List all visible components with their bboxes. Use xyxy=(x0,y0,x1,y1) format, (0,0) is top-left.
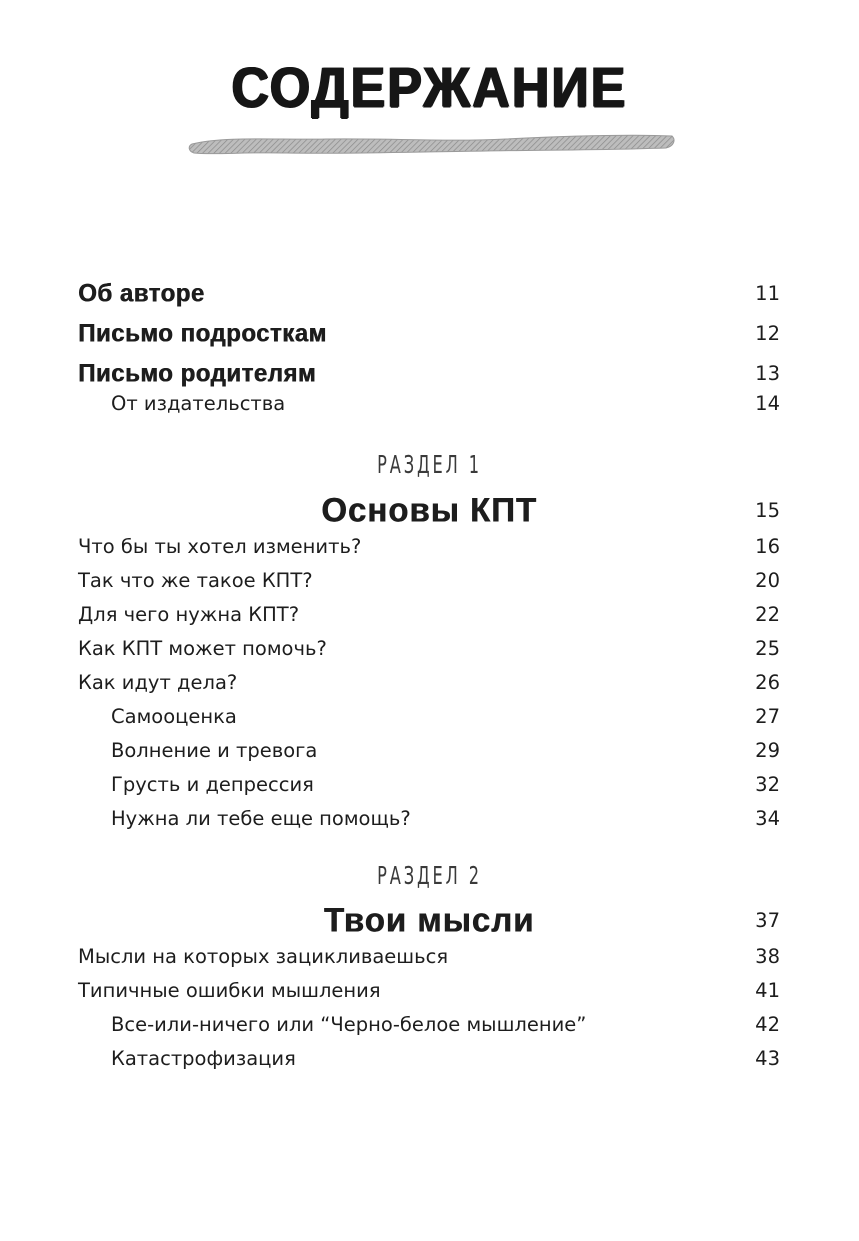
toc-row[interactable] xyxy=(78,668,780,698)
toc-label: Как идут дела? xyxy=(78,671,238,694)
toc-label: Письмо родителям xyxy=(78,359,316,388)
toc-page-number: 15 xyxy=(755,498,780,522)
section-title: Твои мысли xyxy=(323,900,535,939)
toc-label: Мысли на которых зацикливаешься xyxy=(78,945,449,968)
toc-row-publisher[interactable] xyxy=(111,389,780,419)
toc-page-number: 13 xyxy=(755,362,780,385)
section-title: Основы КПТ xyxy=(321,490,537,529)
toc-page-number: 42 xyxy=(755,1013,780,1036)
toc-label: Грусть и депрессия xyxy=(111,773,314,796)
toc-page-number: 20 xyxy=(755,569,780,592)
toc-row[interactable] xyxy=(111,1044,780,1074)
toc-row[interactable] xyxy=(111,770,780,800)
toc-label: Письмо подросткам xyxy=(78,319,327,348)
toc-row-letter-teens[interactable] xyxy=(78,319,780,349)
toc-row[interactable] xyxy=(78,942,780,972)
toc-page-number: 26 xyxy=(755,671,780,694)
toc-label: Для чего нужна КПТ? xyxy=(78,603,300,626)
page-title: СОДЕРЖАНИЕ xyxy=(231,56,628,120)
toc-page-number: 12 xyxy=(755,322,780,345)
toc-label: Что бы ты хотел изменить? xyxy=(78,535,362,558)
toc-label: Нужна ли тебе еще помощь? xyxy=(111,807,411,830)
toc-page-number: 32 xyxy=(755,773,780,796)
toc-page-number: 38 xyxy=(755,945,780,968)
brush-stroke-divider xyxy=(186,124,678,160)
toc-page-number: 43 xyxy=(755,1047,780,1070)
section-label: РАЗДЕЛ 2 xyxy=(377,861,482,890)
toc-row[interactable] xyxy=(78,976,780,1006)
toc-page-number: 27 xyxy=(755,705,780,728)
toc-page-number: 29 xyxy=(755,739,780,762)
section-heading[interactable] xyxy=(78,900,780,940)
toc-page-number: 14 xyxy=(755,392,780,415)
section-label: РАЗДЕЛ 1 xyxy=(377,450,482,479)
toc-page-number: 16 xyxy=(755,535,780,558)
toc-label: Типичные ошибки мышления xyxy=(78,979,381,1002)
toc-label: От издательства xyxy=(111,392,286,415)
toc-row-letter-parents[interactable] xyxy=(78,359,780,389)
toc-row[interactable] xyxy=(78,532,780,562)
toc-row[interactable] xyxy=(78,600,780,630)
section-heading[interactable] xyxy=(78,490,780,530)
toc-label: Волнение и тревога xyxy=(111,739,318,762)
toc-page-number: 25 xyxy=(755,637,780,660)
toc-row[interactable] xyxy=(78,566,780,596)
toc-page-number: 22 xyxy=(755,603,780,626)
toc-row[interactable] xyxy=(78,634,780,664)
toc-page-number: 11 xyxy=(755,282,780,305)
toc-label: Все-или-ничего или “Черно-белое мышление” xyxy=(111,1013,587,1036)
toc-label: Об авторе xyxy=(78,279,205,308)
toc-row[interactable] xyxy=(111,804,780,834)
toc-row-about-author[interactable] xyxy=(78,279,780,309)
toc-label: Так что же такое КПТ? xyxy=(78,569,313,592)
toc-row[interactable] xyxy=(111,736,780,766)
toc-label: Как КПТ может помочь? xyxy=(78,637,327,660)
toc-label: Катастрофизация xyxy=(111,1047,296,1070)
toc-row[interactable] xyxy=(111,1010,780,1040)
toc-page-number: 34 xyxy=(755,807,780,830)
toc-page-number: 37 xyxy=(755,908,780,932)
toc-page-number: 41 xyxy=(755,979,780,1002)
toc-label: Самооценка xyxy=(111,705,237,728)
toc-row[interactable] xyxy=(111,702,780,732)
